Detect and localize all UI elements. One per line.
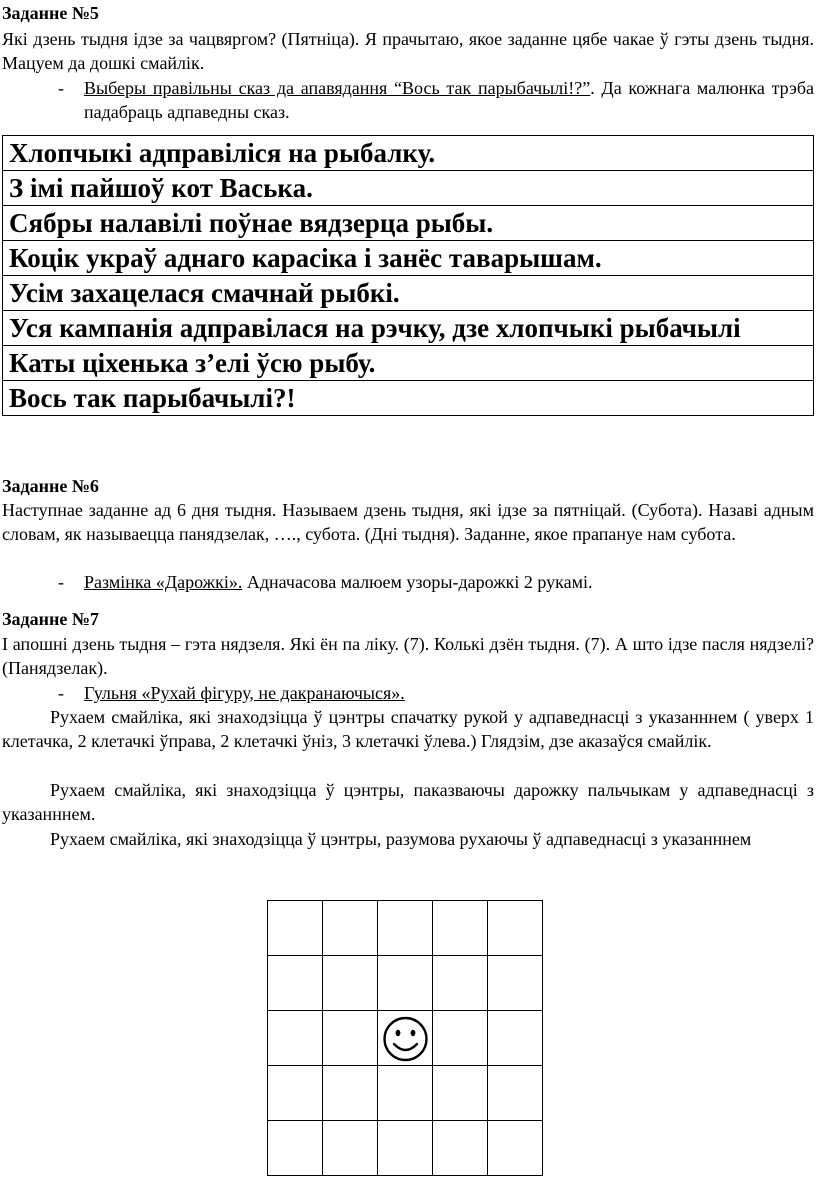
grid-cell [323, 1121, 378, 1176]
bullet-dash: - [58, 683, 64, 703]
grid-cell [323, 901, 378, 956]
grid-cell [378, 1121, 433, 1176]
task5-bullet [58, 76, 814, 124]
grid-cell [268, 1121, 323, 1176]
grid-cell [488, 1011, 543, 1066]
task7-bullet-underlined: Гульня «Рухай фігуру, не дакранаючыся». [84, 683, 405, 703]
grid-cell [378, 1066, 433, 1121]
sentence-cell: З імі пайшоў кот Васька. [3, 171, 814, 206]
task6-bullet [58, 570, 814, 594]
grid-cell [488, 1121, 543, 1176]
smiley-face-icon [379, 1012, 432, 1065]
sentence-cell: Сябры налавілі поўнае вядзерца рыбы. [3, 206, 814, 241]
grid-cell [433, 1121, 488, 1176]
sentence-cell: Коцік украў аднаго карасіка і занёс таварышам. [3, 241, 814, 276]
grid-cell [433, 956, 488, 1011]
task6-bullet-underlined: Размінка «Дарожкі». [84, 572, 243, 592]
task6-heading: Заданне №6 [2, 476, 99, 496]
grid-cell [488, 901, 543, 956]
grid-cell [433, 1011, 488, 1066]
task5-bullet-underlined: Выберы правільны сказ да апавядання “Вось так парыбачылі!?” [84, 78, 591, 98]
table-row [3, 171, 814, 206]
task5-bullet-rest: . Да кожнага малюнка трэба падабраць адпаведны сказ. [84, 78, 815, 122]
grid-cell [433, 1066, 488, 1121]
story-sentences-table [2, 135, 814, 416]
task6-bullet-rest: Адначасова малюем узоры-дарожкі 2 рукамі. [242, 572, 593, 592]
table-row [3, 311, 814, 346]
bullet-dash: - [58, 78, 64, 98]
grid-cell [433, 901, 488, 956]
table-row [3, 206, 814, 241]
task7-paragraph-3: Рухаем смайліка, які знаходзіцца ў цэнтры, разумова рухаючы ў адпаведнасці з указанннем [50, 829, 752, 849]
table-row [3, 136, 814, 171]
task7-heading: Заданне №7 [2, 609, 99, 629]
grid-cell [268, 901, 323, 956]
sentence-cell: Каты ціхенька з’елі ўсю рыбу. [3, 346, 814, 381]
grid-cell [488, 1066, 543, 1121]
sentence-cell: Вось так парыбачылі?! [3, 381, 814, 416]
movement-grid [267, 900, 543, 1176]
task7-bullet [58, 681, 814, 705]
task7-text: І апошні дзень тыдня – гэта нядзеля. Які ён па ліку. (7). Колькі дзён тыдня. (7). А што ідзе пасля нядзелі? (Панядзелак). [2, 634, 814, 678]
bullet-dash: - [58, 572, 64, 592]
table-row [3, 381, 814, 416]
grid-cell [268, 956, 323, 1011]
task6-text: Наступнае заданне ад 6 дня тыдня. Называем дзень тыдня, які ідзе за пятніцай. (Субота). Назаві адным словам, як называецца панядзелак, …., субота. (Дні тыдня). Заданне, якое прапануе нам субота. [2, 500, 814, 544]
grid-cell [488, 956, 543, 1011]
grid-cell [378, 1011, 433, 1066]
sentence-cell: Усім захацелася смачнай рыбкі. [3, 276, 814, 311]
table-row [3, 346, 814, 381]
task7-paragraph-1: Рухаем смайліка, які знаходзіцца ў цэнтры спачатку рукой у адпаведнасці з указанннем ( уверх 1 клетачка, 2 клетачкі ўправа, 2 клетачкі ўніз, 3 клетачкі ўлева.) Глядзім, дзе аказаўся смайлік. [2, 707, 814, 751]
grid-cell [268, 1066, 323, 1121]
grid-cell [378, 901, 433, 956]
grid-cell [378, 956, 433, 1011]
grid-cell [323, 1066, 378, 1121]
table-row [3, 241, 814, 276]
grid-cell [323, 1011, 378, 1066]
grid-cell [268, 1011, 323, 1066]
sentence-cell: Уся кампанія адправілася на рэчку, дзе хлопчыкі рыбачылі [3, 311, 814, 346]
task7-paragraph-2: Рухаем смайліка, які знаходзіцца ў цэнтры, паказваючы дарожку пальчыкам у адпаведнасці з указанннем. [2, 780, 814, 824]
grid-cell [323, 956, 378, 1011]
task5-text: Які дзень тыдня ідзе за чацвяргом? (Пятніца). Я прачытаю, якое заданне цябе чакае ў гэты дзень тыдня. Мацуем да дошкі смайлік. [2, 29, 814, 73]
table-row [3, 276, 814, 311]
task5-heading: Заданне №5 [2, 3, 99, 23]
sentence-cell: Хлопчыкі адправіліся на рыбалку. [3, 136, 814, 171]
